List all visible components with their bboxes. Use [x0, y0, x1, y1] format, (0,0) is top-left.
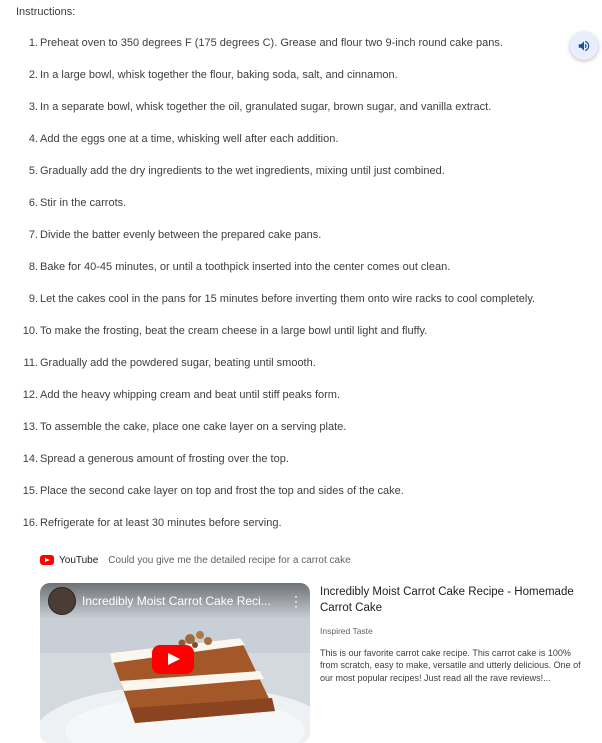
step-item: [0, 196, 560, 228]
step-item: [0, 484, 560, 516]
step-text: Stir in the carrots.: [40, 197, 127, 209]
step-number: 6.: [28, 197, 38, 209]
step-item: [0, 100, 560, 132]
youtube-icon: [40, 555, 54, 565]
video-thumbnail[interactable]: [40, 583, 310, 743]
step-text: Refrigerate for at least 30 minutes before serving.: [40, 517, 282, 529]
step-item: [0, 36, 560, 68]
step-number: 2.: [28, 69, 38, 81]
step-number: 14.: [22, 453, 38, 465]
step-text: In a large bowl, whisk together the flour, baking soda, salt, and cinnamon.: [40, 69, 398, 81]
video-title[interactable]: Incredibly Moist Carrot Cake Recipe - Homemade Carrot Cake: [320, 586, 574, 614]
source-name: YouTube: [59, 554, 99, 566]
step-item: [0, 452, 560, 484]
step-number: 8.: [28, 261, 38, 273]
play-icon[interactable]: [152, 645, 194, 674]
step-item: [0, 356, 560, 388]
video-overlay-title[interactable]: Incredibly Moist Carrot Cake Reci...: [82, 594, 271, 608]
step-number: 5.: [28, 165, 38, 177]
step-text: Place the second cake layer on top and frost the top and sides of the cake.: [40, 485, 404, 497]
step-text: Add the heavy whipping cream and beat until stiff peaks form.: [40, 389, 341, 401]
instructions-heading: Instructions:: [16, 6, 76, 18]
step-number: 15.: [22, 485, 38, 497]
step-number: 13.: [22, 421, 38, 433]
step-text: To assemble the cake, place one cake layer on a serving plate.: [40, 421, 347, 433]
video-description: This is our favorite carrot cake recipe. This carrot cake is 100% from scratch, easy to make, versatile and utterly delicious. One of our most popular recipes! Just read all the rave reviews!...: [320, 648, 581, 683]
step-item: [0, 292, 560, 324]
step-number: 11.: [23, 357, 38, 369]
step-item: [0, 132, 560, 164]
step-item: [0, 420, 560, 452]
step-number: 3.: [28, 101, 38, 113]
step-text: To make the frosting, beat the cream cheese in a large bowl until light and fluffy.: [40, 325, 428, 337]
step-item: [0, 388, 560, 420]
video-title-bar: [40, 583, 310, 619]
step-number: 16.: [22, 517, 38, 529]
step-text: Gradually add the powdered sugar, beating until smooth.: [40, 357, 316, 369]
step-text: Spread a generous amount of frosting over the top.: [40, 453, 289, 465]
channel-avatar[interactable]: [48, 587, 76, 615]
step-text: Let the cakes cool in the pans for 15 minutes before inverting them onto wire racks to cool completely.: [40, 293, 536, 305]
step-text: Gradually add the dry ingredients to the wet ingredients, mixing until just combined.: [40, 165, 445, 177]
more-vert-icon[interactable]: ⋮: [289, 592, 303, 609]
step-item: [0, 324, 560, 356]
step-item: [0, 260, 560, 292]
read-aloud-button[interactable]: [570, 32, 598, 60]
step-number: 12.: [22, 389, 38, 401]
step-text: Add the eggs one at a time, whisking well after each addition.: [40, 133, 339, 145]
step-item: [0, 68, 560, 100]
step-number: 1.: [28, 37, 38, 49]
source-query: Could you give me the detailed recipe for a carrot cake: [108, 554, 351, 566]
step-text: Preheat oven to 350 degrees F (175 degrees C). Grease and flour two 9-inch round cake pans.: [40, 37, 503, 49]
step-text: Divide the batter evenly between the prepared cake pans.: [40, 229, 322, 241]
step-item: [0, 228, 560, 260]
step-text: In a separate bowl, whisk together the oil, granulated sugar, brown sugar, and vanilla extract.: [40, 101, 492, 113]
video-channel: Inspired Taste: [320, 626, 373, 636]
source-attribution[interactable]: [40, 552, 351, 568]
instructions-list: [0, 36, 560, 548]
step-number: 10.: [22, 325, 38, 337]
step-number: 4.: [28, 133, 38, 145]
step-number: 7.: [28, 229, 38, 241]
step-item: [0, 164, 560, 196]
step-text: Bake for 40-45 minutes, or until a toothpick inserted into the center comes out clean.: [40, 261, 451, 273]
step-item: [0, 516, 560, 548]
speaker-icon: [577, 39, 591, 53]
step-number: 9.: [28, 293, 38, 305]
